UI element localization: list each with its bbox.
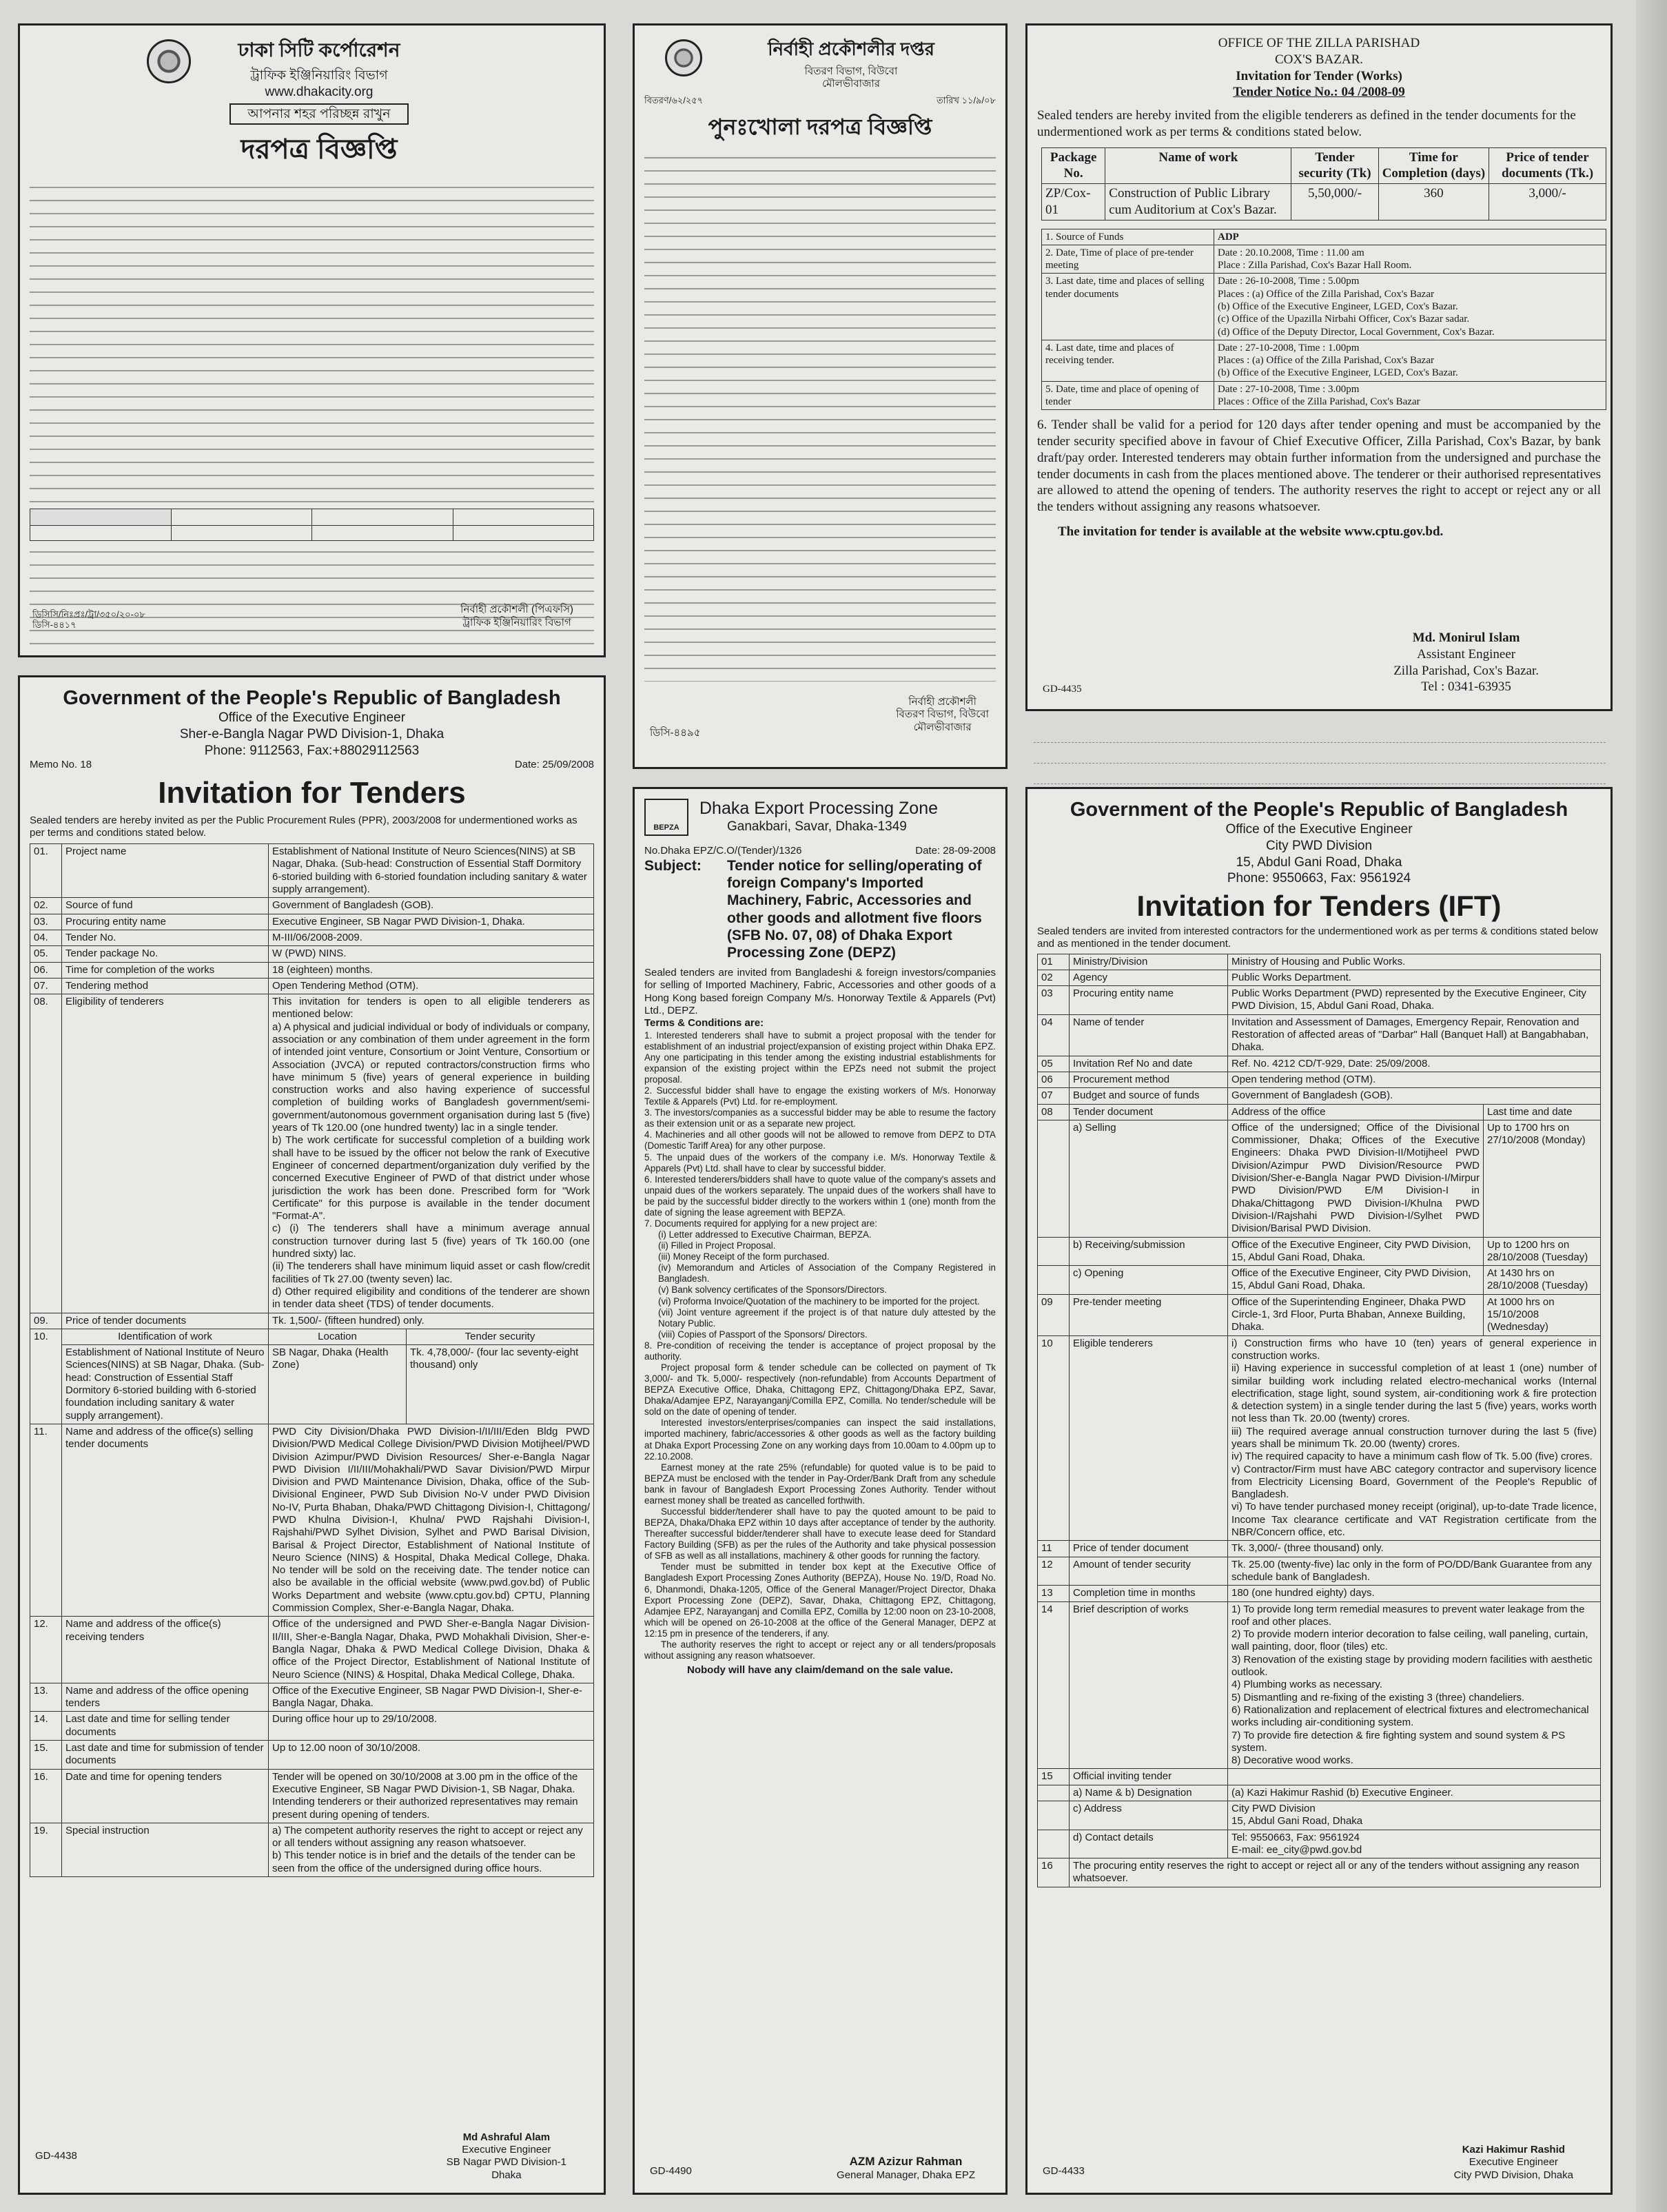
signer-title: নির্বাহী প্রকৌশলী (পিএফসি)	[460, 604, 573, 616]
row-key: Source of fund	[62, 898, 269, 914]
row-value: i) Construction firms who have 10 (ten) years of general experience in construction works. ii) Having experience in successful completion of at least 1 (one) number of similar building work including related electro-mechanical works (Internal electrification, stage light, sound system, air-conditioning work & fire protection & detection system) in a single tender during the last 5 (five) years, works worth not less than Tk. 20.00 (twenty) crores. iii) The required average annual construction turnover during the last 5 (five) years shall be minimum Tk. 20.00 (twenty) crores. iv) The required capacity to have a minimum cash flow of Tk. 5.00 (five) crores. v) Contractor/Firm must have ABC category contractor and supervisory licence from Electricity Licensing Board, Government of the People's Republic of Bangladesh. vi) To have tender purchased money receipt (original), up-to-date Trade licence, Income Tax clearance certificate and VAT Registration certificate from the NBR/Concern office, etc.	[1228, 1335, 1601, 1541]
office-name: OFFICE OF THE ZILLA PARISHAD	[1218, 36, 1420, 50]
term-item: (iv) Memorandum and Articles of Association of the Company Registered in Bangladesh.	[658, 1262, 996, 1284]
work-id: Establishment of National Institute of Neuro Sciences(NINS) at SB Nagar, Dhaka. (Sub-head: Construction of Essential Staff Dormitory 6-storied building with 6-storied foundation including sanitary & water supply arrangement).	[62, 1345, 269, 1424]
org-addr: Ganakbari, Savar, Dhaka-1349	[727, 819, 907, 834]
term-item: Successful bidder/tenderer shall have to pay the quoted amount to be paid to BEPZA, Dhaka/Dhaka EPZ within 10 days after acceptance of tender by the authority. Thereafter successful bidder/tenderer shall have to execute lease deed for Standard Factory Building (SFB) as per the rules of the Authority and take physical possession of SFB as well as all installations, machinery & other goods for running the factory.	[644, 1506, 996, 1561]
row-key: Tendering method	[62, 978, 269, 994]
para-6: 6. Tender shall be valid for a period for 120 days after tender opening and must be accompanied by the tender security specified above in favour of Chief Executive Officer, Zilla Parishad, Cox's Bazar, by bank draft/pay order. Interested tenderers may obtain further information from the undersigned and purchase the tender documents in cash from the places mentioned above. The tenderer or their authorised representatives are allowed to attend the opening of tenders. The authority reserves the right to accept or reject any or all the tenders without assigning any reasons whatsoever.	[1037, 418, 1601, 515]
subject-text: Tender notice for selling/operating of foreign Company's Imported Machinery, Fabric, Accessories and other goods and allotment five floors (SFB No. 07, 08) of Dhaka Export Processing Zone (DEPZ)	[727, 858, 982, 961]
row-value: Public Works Department.	[1228, 970, 1601, 985]
row-no: 07.	[30, 978, 62, 994]
row-value: Up to 12.00 noon of 30/10/2008.	[269, 1741, 594, 1770]
table-row	[1038, 1586, 1601, 1601]
table-row	[1038, 1335, 1601, 1541]
td-security: 5,50,000/-	[1291, 184, 1378, 221]
table-row	[30, 1712, 594, 1741]
ad-code: ডিসি-৪৪১৭	[32, 619, 76, 631]
row-key: Procurement method	[1070, 1072, 1228, 1087]
signer-office: ট্রাফিক ইঞ্জিনিয়ারিং বিভাগ	[462, 616, 571, 628]
row-value: Public Works Department (PWD) represented by the Executive Engineer, City PWD Division, 15, Abdul Gani Road, Dhaka.	[1228, 986, 1601, 1015]
intro-text: Sealed tenders are invited from interested contractors for the undermentioned work as per terms & conditions stated below and as mentioned in the tender document.	[1037, 925, 1598, 950]
bepza-logo-icon	[644, 799, 688, 836]
ad-sb-nagar-pwd	[18, 675, 606, 2195]
signer-office: Zilla Parishad, Cox's Bazar.	[1393, 663, 1539, 678]
term-item: (vii) Joint venture agreement if the project is of that nature duly attested by the Notary Public.	[658, 1307, 996, 1329]
table-row	[30, 978, 594, 994]
phone: Phone: 9550663, Fax: 9561924	[1227, 871, 1411, 886]
row-value: Open tendering method (OTM).	[1228, 1072, 1601, 1087]
row-no: 01	[1038, 954, 1070, 970]
table-row	[1038, 1601, 1601, 1769]
row-key: b) Receiving/submission	[1070, 1237, 1228, 1266]
row-key: Completion time in months	[1070, 1586, 1228, 1601]
row-key: Name of tender	[1070, 1014, 1228, 1056]
row-key: Procuring entity name	[62, 914, 269, 930]
date: Date: 28-09-2008	[915, 844, 996, 857]
row-no: 13	[1038, 1586, 1070, 1601]
row-key: d) Contact details	[1070, 1830, 1228, 1858]
term-item: 7. Documents required for applying for a new project are:	[644, 1218, 877, 1229]
org-name: নির্বাহী প্রকৌশলীর দপ্তর	[768, 39, 934, 59]
signer-title: Assistant Engineer	[1417, 646, 1516, 662]
row-value: Government of Bangladesh (GOB).	[269, 898, 594, 914]
row-value: W (PWD) NINS.	[269, 946, 594, 962]
row-value: ADP	[1214, 229, 1606, 245]
row-no: 12.	[30, 1617, 62, 1683]
row-value: 1) To provide long term remedial measures to prevent water leakage from the roof and other places. 2) To provide modern interior decoration to false ceiling, wall paneling, curtain, wall painting, door, floor (tiles) etc. 3) Renovation of the existing stage by providing modern facilities with aesthetic outlook. 4) Plumbing works as necessary. 5) Dismantling and re-fixing of the existing 3 (three) chandeliers. 6) Rationalization and replacement of electrical fixtures and electromechanical works including air-conditioning system. 7) To provide fire detection & fire fighting system and sound system & PS system. 8) Decorative wood works.	[1228, 1601, 1601, 1769]
org-name: Dhaka Export Processing Zone	[699, 799, 939, 818]
table-row	[30, 1617, 594, 1683]
blank-lines	[1034, 722, 1606, 784]
row-value: Office of the undersigned; Office of the Divisional Commissioner, Dhaka; Offices of the Executive Engineers: Dhaka PWD Division-II/Motijheel PWD Division/Azimpur PWD Division/Resource PWD Division/Sher-e-Bangla Nagar PWD Division-I/Mirpur PWD Division/PWD E/M Division-I in Dhaka/Chittagong PWD Division-I/Khulna PWD Division-I/Rajshahi PWD Division-I/Sylhet PWD Division/Barisal PWD Division.	[1228, 1120, 1484, 1237]
row-value: M-III/06/2008-2009.	[269, 930, 594, 945]
row-value: The procuring entity reserves the right to accept or reject all or any of the tenders without assigning any reason whatsoever.	[1070, 1858, 1601, 1887]
tender-table	[1037, 954, 1601, 1887]
date: Date: 25/09/2008	[514, 759, 594, 771]
signer-place: মৌলভীবাজার	[913, 721, 972, 733]
row-no: 11.	[30, 1424, 62, 1616]
row-no: 09	[1038, 1294, 1070, 1335]
row-value: Date : 20.10.2008, Time : 11.00 am Place : Zilla Parishad, Cox's Bazar Hall Room.	[1214, 245, 1606, 274]
table-row	[30, 1345, 594, 1424]
table-row	[30, 914, 594, 930]
row-value: Office of the undersigned and PWD Sher-e-Bangla Nagar Division-II/III, Sher-e-Bangla Nagar, Dhaka, PWD Mohakhali Division, Sher-e-Bangla Nagar, Dhaka & PWD Medical College Division, Dhaka & office of the Project Director, Establishment of National Institute of Neuro Science (NINS) & Hospital, Dhaka Medical College, Dhaka.	[269, 1617, 594, 1683]
page-fold	[1636, 0, 1667, 2212]
row-label: 5. Date, time and place of opening of tender	[1042, 381, 1214, 410]
table-row	[30, 994, 594, 1313]
row-key: Time for completion of the works	[62, 962, 269, 978]
row-key: Last date and time for submission of tender documents	[62, 1741, 269, 1770]
row-value: Invitation and Assessment of Damages, Emergency Repair, Renovation and Restoration of affected areas of "Darbar" Hall (Banquet Hall) at Bangabhaban, Dhaka.	[1228, 1014, 1601, 1056]
intro-text: Sealed tenders are hereby invited from the eligible tenderers as defined in the tender documents for the undermentioned work as per terms & conditions stated below.	[1037, 108, 1576, 139]
row-key: Tender package No.	[62, 946, 269, 962]
row-value: Date : 27-10-2008, Time : 1.00pm Places : (a) Office of the Zilla Parishad, Cox's Bazar (b) Office of the Executive Engineer, LGED, Cox's Bazar.	[1214, 340, 1606, 381]
term-item: The authority reserves the right to accept or reject any or all tenders/proposals without assigning any reason whatsoever.	[644, 1639, 996, 1661]
col-header: Location	[269, 1329, 407, 1344]
row-no: 14	[1038, 1601, 1070, 1769]
notice-title: Invitation for Tenders	[158, 775, 466, 810]
slogan: আপনার শহর পরিচ্ছন্ন রাখুন	[229, 103, 409, 125]
table-row	[1038, 1120, 1601, 1237]
terms-title: Terms & Conditions are:	[644, 1017, 764, 1030]
row-label: 3. Last date, time and places of selling tender documents	[1042, 274, 1214, 340]
row-key: c) Opening	[1070, 1266, 1228, 1295]
tender-table	[30, 843, 594, 1877]
row-key: Last date and time for selling tender documents	[62, 1712, 269, 1741]
row-key: Price of tender document	[1070, 1541, 1228, 1557]
signer-office: City PWD Division, Dhaka	[1453, 2169, 1573, 2181]
row-key: Name and address of the office(s) selling tender documents	[62, 1424, 269, 1616]
row-no: 02	[1038, 970, 1070, 985]
table-row	[30, 1823, 594, 1876]
ad-code: GD-4490	[650, 2165, 692, 2177]
row-no: 08.	[30, 994, 62, 1313]
term-item: (iii) Money Receipt of the form purchased.	[658, 1251, 830, 1262]
signer-name: Md. Monirul Islam	[1412, 631, 1520, 645]
term-item: Project proposal form & tender schedule can be collected on payment of Tk 3,000/- and Tk. 5,000/- respectively (non-refundable) from Accounts Department of BEPZA Executive Office, Dhaka, Chittagong EPZ, Chittagong/Dhaka EPZ, Savar, Dhaka/Adamjee EPZ, Narayanganj/Comilla EPZ, Comilla. No tender/schedule will be sold on the date of opening of tender.	[644, 1362, 996, 1417]
table-row	[1038, 1830, 1601, 1858]
table-row	[30, 1329, 594, 1344]
row-key: Name and address of the office(s) receiving tenders	[62, 1617, 269, 1683]
row-key: Date and time for opening tenders	[62, 1769, 269, 1823]
row-value: During office hour up to 29/10/2008.	[269, 1712, 594, 1741]
division: Sher-e-Bangla Nagar PWD Division-1, Dhaka	[179, 726, 444, 741]
row-key: Eligible tenderers	[1070, 1335, 1228, 1541]
row-value: Tender will be opened on 30/10/2008 at 3.00 pm in the office of the Executive Engineer, SB Nagar PWD Division-1, SB Nagar, Dhaka. Intending tenderers or their authorized representatives may remain present during opening of tenders.	[269, 1769, 594, 1823]
terms-list	[644, 1030, 996, 1661]
row-no: 15	[1038, 1769, 1070, 1785]
row-key: Special instruction	[62, 1823, 269, 1876]
table-row	[1038, 954, 1601, 970]
memo-no: বিতরণ/৬২/২৫৭	[644, 94, 704, 105]
place: মৌলভীবাজার	[821, 78, 881, 90]
row-label: 2. Date, Time of place of pre-tender meeting	[1042, 245, 1214, 274]
table-row	[30, 946, 594, 962]
signer-tel: Tel : 0341-63935	[1421, 679, 1511, 695]
term-item: (v) Bank solvency certificates of the Sponsors/Directors.	[658, 1284, 887, 1296]
table-row	[30, 1741, 594, 1770]
row-value: Government of Bangladesh (GOB).	[1228, 1088, 1601, 1104]
row-value: Ref. No. 4212 CD/T-929, Date: 25/09/2008.	[1228, 1056, 1601, 1072]
table-row	[1038, 1769, 1601, 1785]
row-key: Project name	[62, 844, 269, 898]
office-place: COX'S BAZAR.	[1275, 52, 1363, 67]
row-key: Procuring entity name	[1070, 986, 1228, 1015]
web-note: The invitation for tender is available at the website www.cptu.gov.bd.	[1058, 524, 1444, 539]
table-row	[30, 898, 594, 914]
table-row	[1038, 1072, 1601, 1087]
row-value: 180 (one hundred eighty) days.	[1228, 1586, 1601, 1601]
dept-name: বিতরণ বিভাগ, বিউবো	[804, 65, 898, 77]
row-time: At 1000 hrs on 15/10/2008 (Wednesday)	[1484, 1294, 1601, 1335]
row-no: 05	[1038, 1056, 1070, 1072]
th-price: Price of tender documents (Tk.)	[1489, 147, 1606, 184]
row-no: 07	[1038, 1088, 1070, 1104]
row-no: 16	[1038, 1858, 1070, 1887]
row-no: 10.	[30, 1329, 62, 1424]
row-value: 18 (eighteen) months.	[269, 962, 594, 978]
row-value: a) The competent authority reserves the right to accept or reject any or all tenders without assigning any reason whatsoever. b) This tender notice is in brief and the details of the tender can be seen from the office of the undersigned during office hours.	[269, 1823, 594, 1876]
bangla-text-block	[644, 151, 996, 682]
row-value: This invitation for tenders is open to all eligible tenderers as mentioned below: a) A physical and judicial individual or body of individuals or company, association or any combination of them under agreement in the form of intended joint venture, Consortium or Joint Venture, Consortium or Association (JVCA) or reputed contractors/construction firms who have minimum 5 (five) years of general experience in building construction works and also having experience of successful completion of building works of Bangladesh government/semi-government/autonomous government organisation during last 5 (five) years of Tk 120.00 (one hundred twenty) lac in a single tender. b) The work certificate for successful completion of a building work shall have to be issued by the officer not below the rank of Executive Engineer of concerned department/organization duly verified by the concerned Executive Engineer of PWD of that district under whose jurisdiction the work has been done. Prescribed form for "Work Certificate" for this purpose is available in the tender document "Format-A". c) (i) The tenderers shall have a minimum average annual construction turnover during last 5 (five) years of Tk 160.00 (one hundred sixty) lac. (ii) The tenderers shall have minimum liquid asset or cash flow/credit facilities of Tk 27.00 (twenty seven) lac. d) Other required eligibility and conditions of the tenderer are shown in tender data sheet (TDS) of tender documents.	[269, 994, 594, 1313]
logo-text: BEPZA	[653, 823, 679, 832]
closing-note: Nobody will have any claim/demand on the sale value.	[687, 1664, 953, 1677]
signer-title: Executive Engineer	[1469, 2156, 1558, 2169]
signer-name: AZM Azizur Rahman	[849, 2154, 963, 2168]
row-value: Office of the Superintending Engineer, Dhaka PWD Circle-1, 3rd Floor, Purta Bhaban, Annexe Building, Dhaka.	[1228, 1294, 1484, 1335]
signer-place: Dhaka	[491, 2169, 522, 2181]
term-item: Interested investors/enterprises/companies can inspect the said installations, imported machinery, fabric/accessories & other goods as well as the factory building at Dhaka Export Processing Zone on any working days from 10.00am to 4.00pm up to 22.10.2008.	[644, 1417, 996, 1462]
notice-title: Invitation for Tenders (IFT)	[1136, 890, 1502, 922]
term-item: 6. Interested tenderers/bidders shall have to quote value of the company's assets and unpaid dues of the workers separately. The unpaid dues of the workers shall have to be paid by the successful bidder directly to the workers within 1 (one) month from the date of signing the lease agreement with BEPZA.	[644, 1174, 996, 1218]
work-security: Tk. 4,78,000/- (four lac seventy-eight thousand) only	[407, 1345, 594, 1424]
work-table	[1041, 147, 1606, 221]
row-value: Office of the Executive Engineer, City PWD Division, 15, Abdul Gani Road, Dhaka.	[1228, 1237, 1484, 1266]
row-value: Tk. 25.00 (twenty-five) lac only in the form of PO/DD/Bank Guarantee from any schedule bank of Bangladesh.	[1228, 1557, 1601, 1586]
work-location: SB Nagar, Dhaka (Health Zone)	[269, 1345, 407, 1424]
th-time: Time for Completion (days)	[1378, 147, 1489, 184]
row-no: 05.	[30, 946, 62, 962]
notice-title: পুনঃখোলা দরপত্র বিজ্ঞপ্তি	[708, 114, 932, 140]
memo-no: Memo No. 18	[30, 759, 92, 771]
ad-code: ডিসি-৪৪৯৫	[650, 727, 701, 739]
term-item: Earnest money at the rate 25% (refundable) for quoted value is to be paid to BEPZA must be enclosed with the tender in Pay-Order/Bank Draft from any schedule bank in favour of Bangladesh Export Processing Zones Authority. Tender without earnest money shall be treated as cancelled forthwith.	[644, 1462, 996, 1506]
address: 15, Abdul Gani Road, Dhaka	[1236, 854, 1402, 870]
row-value: Office of the Executive Engineer, City PWD Division, 15, Abdul Gani Road, Dhaka.	[1228, 1266, 1484, 1295]
row-time: Up to 1200 hrs on 28/10/2008 (Tuesday)	[1484, 1237, 1601, 1266]
row-value: Tk. 1,500/- (fifteen hundred) only.	[269, 1313, 594, 1329]
row-key: Ministry/Division	[1070, 954, 1228, 970]
row-no: 10	[1038, 1335, 1070, 1541]
row-no: 12	[1038, 1557, 1070, 1586]
phone: Phone: 9112563, Fax:+88029112563	[204, 743, 420, 758]
row-value: Open Tendering Method (OTM).	[269, 978, 594, 994]
table-row	[30, 1769, 594, 1823]
col-header: Last time and date	[1484, 1104, 1601, 1120]
table-row	[1038, 1104, 1601, 1120]
intro-text: Sealed tenders are invited from Bangladeshi & foreign investors/companies for selling of Imported Machinery, Fabric, Accessories and other goods of a Hong Kong based foreign Company M/s. Honorway Textile & Apparels (Pvt) Ltd., DEPZ.	[644, 967, 996, 1017]
dept-name: ট্রাফিক ইঞ্জিনিয়ারিং বিভাগ	[250, 68, 388, 83]
table-row	[1038, 1785, 1601, 1801]
signer-title: নির্বাহী প্রকৌশলী	[908, 696, 976, 708]
memo-no: No.Dhaka EPZ/C.O/(Tender)/1326	[644, 844, 802, 857]
term-item: Tender must be submitted in tender box kept at the Executive Office of Bangladesh Export Processing Zones Authority (BEPZA), House No. 19/D, Road No. 6, Dhanmondi, Dhaka-1205, Office of the General Manager/Project Director, Dhaka Export Processing Zone (DEPZ), Savar, Dhaka, Chittagong EPZ, Chittagong, Adamjee EPZ, Narayanganj and Comilla EPZ, Comilla by 12:00 noon on 23-10-2008, which will be opened on 26-10-2008 at the office of the General Manager, DEPZ at 12:15 pm in presence of the tenderers, if any.	[644, 1561, 996, 1639]
table-row	[1038, 1014, 1601, 1056]
signer-title: Executive Engineer	[462, 2144, 551, 2156]
col-header: Tender security	[407, 1329, 594, 1344]
term-item: (i) Letter addressed to Executive Chairman, BEPZA.	[658, 1229, 872, 1240]
table-row	[1038, 1858, 1601, 1887]
row-no: 19.	[30, 1823, 62, 1876]
table-row	[1038, 986, 1601, 1015]
td-price: 3,000/-	[1489, 184, 1606, 221]
row-value: PWD City Division/Dhaka PWD Division-I/II/III/Eden Bldg PWD Division/PWD Medical College Division/PWD Division Motijheel/PWD Division Azimpur/PWD Division Resources/ Sher-e-Bangla Nagar PWD Division I/II/III/Mohakhali/PWD Savar Division/PWD Mirpur Division and PWD Maintenance Division, Dhaka, office of the Sub-Divisional Engineer, PWD Sub Division No-V under PWD Division No-IV, Purta Bhaban, Dhaka/PWD Chittagong Division-I, Chittagong/ PWD Khulna Division-I, Khulna/ PWD Rajshahi Division-I, Rajshahi/PWD Sylhet Division, Sylhet and PWD Barisal Division, Barisal & Project Director, Establishment of National Institute of Neuro Science (NINS) & Hospital, Dhaka Medical College, Dhaka. No tender will be sold on the receiving date. The tender notice can also be available in the official website (www.pwd.gov.bd) of Public Works Department and website (www.cptu.gov.bd) CPTU, Planning Commission Complex, Sher-e-Bangla Nagar, Dhaka.	[269, 1424, 594, 1616]
signer-name: Kazi Hakimur Rashid	[1462, 2144, 1565, 2156]
bangla-text-block	[30, 181, 594, 648]
col-header: Identification of work	[62, 1329, 269, 1344]
schedule-table	[1041, 229, 1606, 411]
row-value: City PWD Division 15, Abdul Gani Road, Dhaka	[1228, 1801, 1601, 1830]
row-no: 11	[1038, 1541, 1070, 1557]
row-value: Date : 27-10-2008, Time : 3.00pm Places : Office of the Zilla Parishad, Cox's Bazar	[1214, 381, 1606, 410]
row-no: 02.	[30, 898, 62, 914]
table-row	[30, 1424, 594, 1616]
table-row	[30, 930, 594, 945]
row-key: c) Address	[1070, 1801, 1228, 1830]
row-key: a) Selling	[1070, 1120, 1228, 1237]
term-item: 4. Machineries and all other goods will not be allowed to remove from DEPZ to DTA (Domestic Tariff Area) for any other purpose.	[644, 1129, 996, 1151]
gov-name: Government of the People's Republic of Bangladesh	[63, 687, 561, 709]
gov-name: Government of the People's Republic of Bangladesh	[1070, 799, 1568, 821]
row-no: 06.	[30, 962, 62, 978]
row-key: Agency	[1070, 970, 1228, 985]
website: www.dhakacity.org	[265, 84, 374, 99]
row-value: Tel: 9550663, Fax: 9561924 E-mail: ee_city@pwd.gov.bd	[1228, 1830, 1601, 1858]
row-no: 04.	[30, 930, 62, 945]
row-time: At 1430 hrs on 28/10/2008 (Tuesday)	[1484, 1266, 1601, 1295]
row-no: 01.	[30, 844, 62, 898]
ad-code: GD-4435	[1043, 684, 1082, 695]
memo-no: ডিসিসি/নিঃপ্রঃ/ট্রা/৩৫০/২০-০৮	[32, 608, 145, 619]
bpdb-logo-icon	[665, 39, 702, 76]
dcc-logo-icon	[147, 39, 191, 83]
table-row	[1038, 1801, 1601, 1830]
row-no: 09.	[30, 1313, 62, 1329]
row-value: Office of the Executive Engineer, SB Nagar PWD Division-I, Sher-e-Bangla Nagar, Dhaka.	[269, 1683, 594, 1712]
row-key: Brief description of works	[1070, 1601, 1228, 1769]
signer-office: SB Nagar PWD Division-1	[446, 2156, 566, 2169]
notice-title: Invitation for Tender (Works)	[1236, 68, 1402, 83]
date: তারিখ ১১/৯/০৮	[937, 94, 996, 105]
row-key: Tender No.	[62, 930, 269, 945]
row-key: Amount of tender security	[1070, 1557, 1228, 1586]
row-label: 1. Source of Funds	[1042, 229, 1214, 245]
table-row	[1038, 1266, 1601, 1295]
term-item: 2. Successful bidder shall have to engage the existing workers of M/s. Honorway Textile & Apparels (Pvt) Ltd. for re-employment.	[644, 1085, 996, 1107]
table-row	[30, 1683, 594, 1712]
table-row	[1038, 1056, 1601, 1072]
ad-city-pwd-division	[1025, 787, 1613, 2195]
row-no: 15.	[30, 1741, 62, 1770]
table-row	[30, 962, 594, 978]
org-name: ঢাকা সিটি কর্পোরেশন	[238, 39, 400, 61]
row-no: 03	[1038, 986, 1070, 1015]
term-item: 5. The unpaid dues of the workers of the company i.e. M/s. Honorway Textile & Apparels (Pvt) Ltd. shall have to clear by successful bidder.	[644, 1151, 996, 1174]
row-key: Official inviting tender	[1070, 1769, 1228, 1785]
row-no: 13.	[30, 1683, 62, 1712]
th-name: Name of work	[1105, 147, 1291, 184]
row-no: 08	[1038, 1104, 1070, 1120]
td-name: Construction of Public Library cum Auditorium at Cox's Bazar.	[1105, 184, 1291, 221]
table-row	[1038, 1088, 1601, 1104]
table-row	[1038, 1237, 1601, 1266]
term-item: 3. The investors/companies as a successful bidder may be able to resume the factory as their extension unit or as a separate new project.	[644, 1107, 996, 1129]
row-key: Tender document	[1070, 1104, 1228, 1120]
ad-code: GD-4438	[35, 2150, 77, 2162]
table-row	[1038, 1541, 1601, 1557]
row-no: 04	[1038, 1014, 1070, 1056]
signer-office: বিতরণ বিভাগ, বিউবো	[896, 708, 989, 721]
table-row	[1038, 1557, 1601, 1586]
ad-dhaka-city-corporation	[18, 23, 606, 657]
table-row	[1038, 970, 1601, 985]
th-security: Tender security (Tk)	[1291, 147, 1378, 184]
ad-code: GD-4433	[1043, 2165, 1085, 2177]
office-name: Office of the Executive Engineer	[218, 710, 406, 725]
office-name: Office of the Executive Engineer	[1225, 822, 1413, 837]
row-label: 4. Last date, time and places of receiving tender.	[1042, 340, 1214, 381]
signer-name: Md Ashraful Alam	[462, 2131, 551, 2143]
ad-zilla-parishad-coxs-bazar	[1025, 23, 1613, 711]
td-package: ZP/Cox-01	[1042, 184, 1105, 221]
term-item: (vi) Proforma Invoice/Quotation of the machinery to be imported for the project.	[658, 1296, 980, 1307]
row-value: Tk. 3,000/- (three thousand) only.	[1228, 1541, 1601, 1557]
row-no: 16.	[30, 1769, 62, 1823]
row-no: 06	[1038, 1072, 1070, 1087]
notice-title: দরপত্র বিজ্ঞপ্তি	[241, 134, 398, 165]
row-value: (a) Kazi Hakimur Rashid (b) Executive Engineer.	[1228, 1785, 1601, 1801]
row-key: Invitation Ref No and date	[1070, 1056, 1228, 1072]
col-header: Address of the office	[1228, 1104, 1484, 1120]
row-key: a) Name & b) Designation	[1070, 1785, 1228, 1801]
row-key: Name and address of the office opening tenders	[62, 1683, 269, 1712]
row-key: Pre-tender meeting	[1070, 1294, 1228, 1335]
row-key: Price of tender documents	[62, 1313, 269, 1329]
row-value: Ministry of Housing and Public Works.	[1228, 954, 1601, 970]
th-package: Package No.	[1042, 147, 1105, 184]
row-no: 03.	[30, 914, 62, 930]
table-row	[30, 1313, 594, 1329]
row-value: Executive Engineer, SB Nagar PWD Division-1, Dhaka.	[269, 914, 594, 930]
signer-title: General Manager, Dhaka EPZ	[837, 2169, 975, 2181]
table-row	[30, 844, 594, 898]
row-time: Up to 1700 hrs on 27/10/2008 (Monday)	[1484, 1120, 1601, 1237]
row-value: Establishment of National Institute of Neuro Sciences(NINS) at SB Nagar, Dhaka. (Sub-head: Construction of Essential Staff Dormitory 6-storied building with 6-storied foundation including sanitary & water supply arrangement).	[269, 844, 594, 898]
row-no: 14.	[30, 1712, 62, 1741]
row-key: Eligibility of tenderers	[62, 994, 269, 1313]
ad-moulvibazar-reopened-tender	[633, 23, 1008, 769]
table-row	[1038, 1294, 1601, 1335]
division: City PWD Division	[1265, 838, 1373, 853]
term-item: 8. Pre-condition of receiving the tender is acceptance of project proposal by the authority.	[644, 1340, 996, 1362]
ad-dhaka-epz	[633, 787, 1008, 2195]
td-time: 360	[1378, 184, 1489, 221]
row-key: Budget and source of funds	[1070, 1088, 1228, 1104]
row-value: Date : 26-10-2008, Time : 5.00pm Places : (a) Office of the Zilla Parishad, Cox's Bazar (b) Office of the Executive Engineer, LGED, Cox's Bazar. (c) Office of the Upazilla Nirbahi Officer, Cox's Bazar sadar. (d) Office of the Deputy Director, Local Government, Cox's Bazar.	[1214, 274, 1606, 340]
term-item: 1. Interested tenderers shall have to submit a project proposal with the tender for establishment of an industrial project/expansion of existing project within Dhaka EPZ. Any one participating in this tender among the existing industrial establishments for expansion of the existing project within the EPZs need not submit the project proposal.	[644, 1030, 996, 1085]
term-item: (viii) Copies of Passport of the Sponsors/ Directors.	[658, 1329, 868, 1340]
subject-label: Subject:	[644, 858, 702, 874]
tender-notice-no: Tender Notice No.: 04 /2008-09	[1233, 85, 1405, 100]
intro-text: Sealed tenders are hereby invited as per the Public Procurement Rules (PPR), 2003/2008 for undermentioned works as per terms and conditions stated below.	[30, 814, 577, 839]
term-item: (ii) Filled in Project Proposal.	[658, 1240, 776, 1251]
